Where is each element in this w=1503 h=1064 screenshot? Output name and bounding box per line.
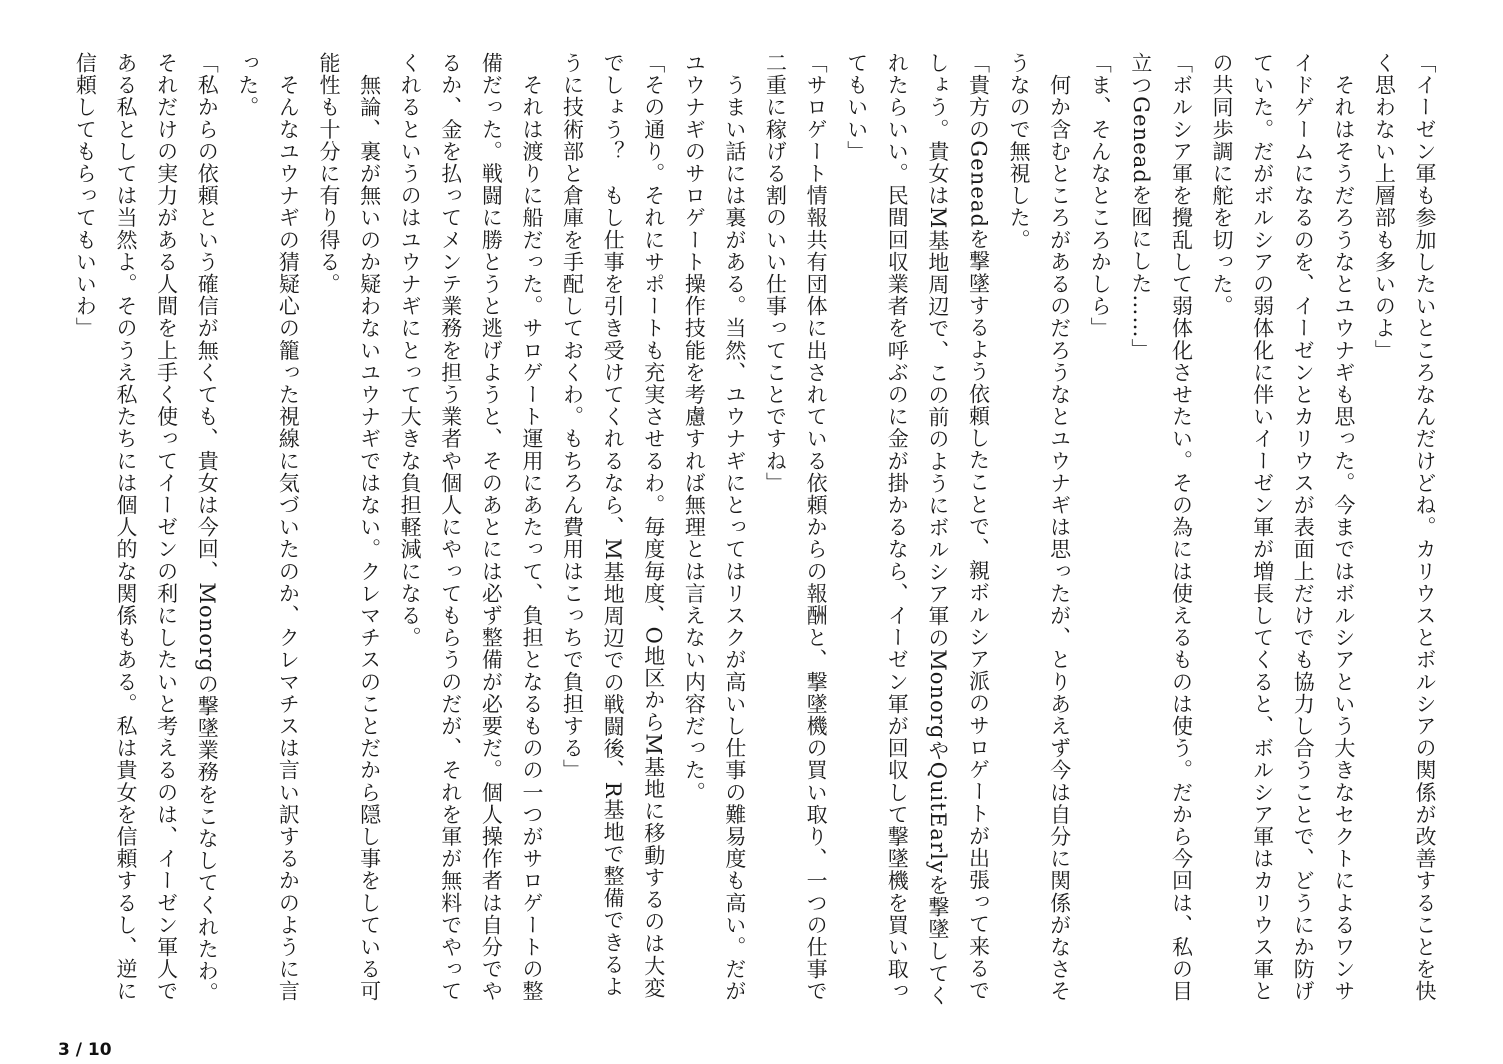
paragraph: 「私からの依頼という確信が無くても、貴女は今回、Monorgの撃墜業務をこなしてくれたわ。それだけの実力がある人間を上手く使ってイーゼンの利にしたいと考えるのは、イーゼン軍人である私としては当然よ。そのうえ私たちには個人的な関係もある。私は貴女を信頼するし、逆に信頼してもらってもいいわ」 <box>73 52 220 1005</box>
paragraph: 「その通り。それにサポートも充実させるわ。毎度毎度、O地区からM基地に移動するのは大変でしょう？ もし仕事を引き受けてくれるなら、M基地周辺での戦闘後、R基地で整備できるように技術部と倉庫を手配しておくわ。もちろん費用はこっちで負担する」 <box>560 52 666 1000</box>
paragraph: 何か含むところがあるのだろうなとユウナギは思ったが、とりあえず今は自分に関係がなさそうなので無視した。 <box>1007 52 1072 1003</box>
paragraph: 「ボルシア軍を攪乱して弱体化させたい。その為には使えるものは使う。だから今回は、私の目立つGeneadを囮にした……」 <box>1128 52 1194 1003</box>
page-number: 3 / 10 <box>58 1040 112 1060</box>
paragraph: うまい話には裏がある。当然、ユウナギにとってはリスクが高いし仕事の難易度も高い。だがユウナギのサロゲート操作技能を考慮すれば無理とは言えない内容だった。 <box>682 52 747 1003</box>
paragraph: 「ま、そんなところかしら」 <box>1088 52 1113 340</box>
paragraph: それはそうだろうなとユウナギも思った。今まではボルシアという大きなセクトによるワンサイドゲームになるのを、イーゼンとカリウスが表面上だけでも協力し合うことで、どうにか防げていた。だがボルシアの弱体化に伴いイーゼン軍が増長してくると、ボルシア軍はカリウス軍との共同歩調に舵を切った。 <box>1210 52 1356 1003</box>
paragraph: 「サロゲート情報共有団体に出されている依頼からの報酬と、撃墜機の買い取り、一つの仕事で二重に稼げる割のいい仕事ってことですね」 <box>763 52 829 1003</box>
paragraph: そんなユウナギの猜疑心の籠った視線に気づいたのか、クレマチスは言い訳するかのように言った。 <box>235 52 301 1003</box>
paragraph: それは渡りに船だった。サロゲート運用にあたって、負担となるものの一つがサロゲートの整備だった。戦闘に勝とうと逃げようと、そのあとには必ず整備が必要だ。個人操作者は自分でやるか、金を払ってメンテ業務を担う業者や個人にやってもらうのだが、それを軍が無料でやってくれるというのはユウナギにとって大きな負担軽減になる。 <box>398 52 544 1003</box>
paragraph: 無論、裏が無いのか疑わないユウナギではない。クレマチスのことだから隠し事をしている可能性も十分に有り得る。 <box>316 52 382 1003</box>
paragraph: 「イーゼン軍も参加したいところなんだけどね。カリウスとボルシアの関係が改善することを快く思わない上層部も多いのよ」 <box>1372 52 1437 1003</box>
paragraph: 「貴方のGeneadを撃墜するよう依頼したことで、親ボルシア派のサロゲートが出張って来るでしょう。貴女はM基地周辺で、この前のようにボルシア軍のMonorgやQuitEarlyを撃墜してくれたらいい。民間回収業者を呼ぶのに金が掛かるなら、イーゼン軍が回収して撃墜機を買い取ってもいい」 <box>844 52 991 1007</box>
vertical-text-body <box>45 52 1445 1012</box>
